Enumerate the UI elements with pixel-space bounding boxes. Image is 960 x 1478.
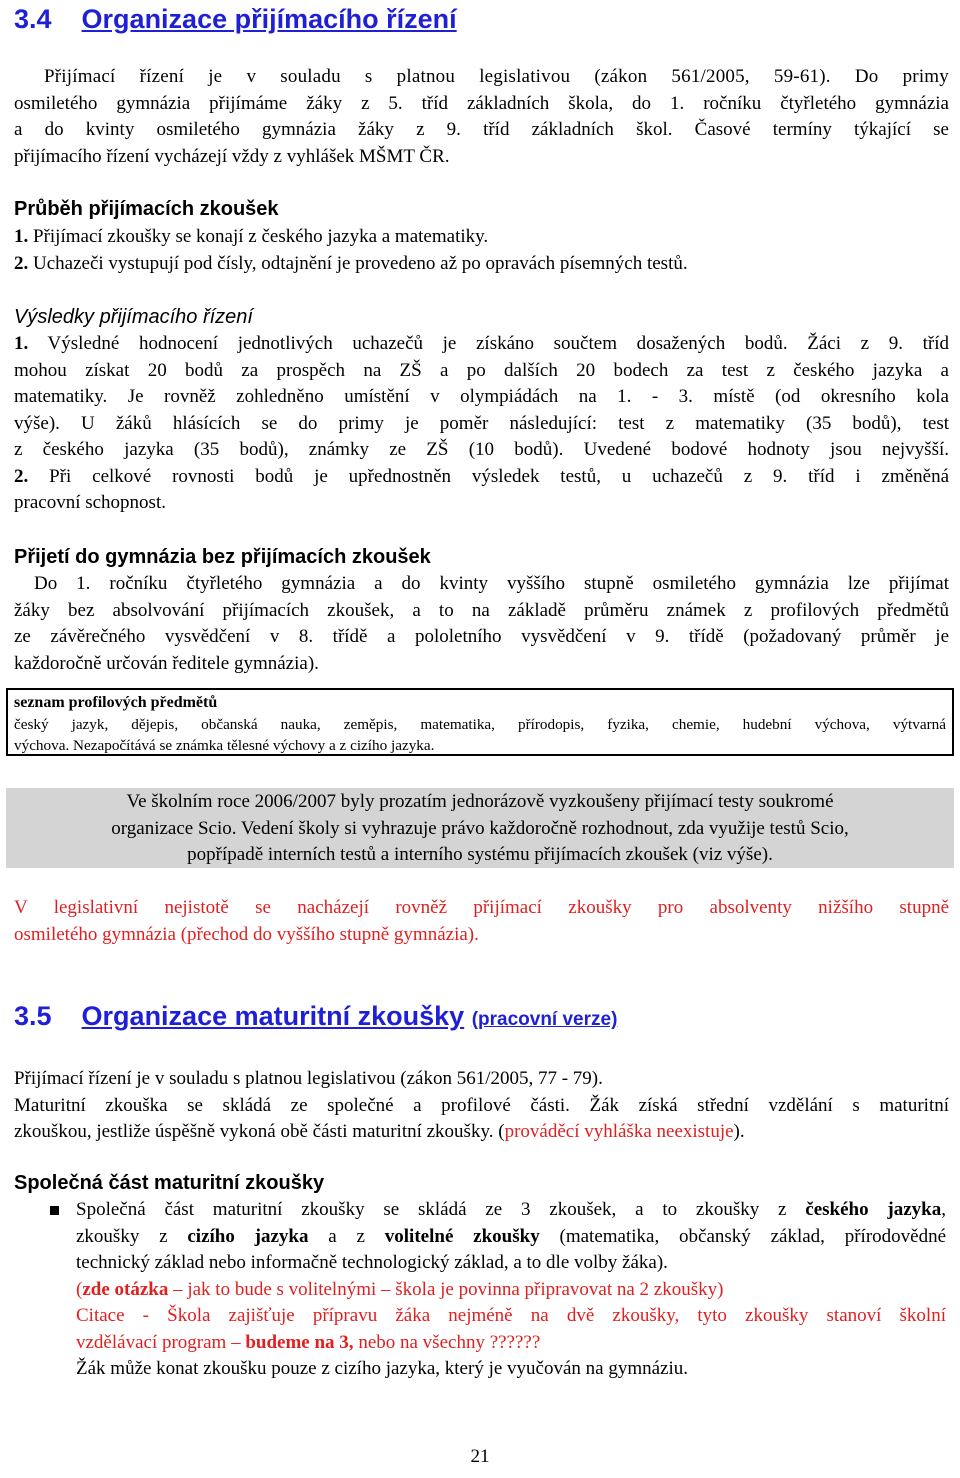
intro-line: a do kvinty osmiletého gymnázia žáky z 9. tříd základních škol. Časové termíny týkající se [14,119,949,140]
scio-box [6,788,954,868]
prubeh-item [14,251,688,278]
spolecna-heading: Společná část maturitní zkoušky [14,1172,325,1194]
vysledky-paragraph [14,331,949,517]
vysledky-line: 2. Při celkové rovnosti bodů je upřednostněn výsledek testů, u uchazečů z 9. tříd i změněná [14,465,950,487]
bullet-line: (zde otázka – jak to bude s volitelnými – škola je povinna připravovat na 2 zkoušky) [76,1278,724,1300]
item-number: 1. [14,333,29,354]
maturita-intro [14,1066,949,1146]
legislative-note [14,895,949,948]
box-line: výchova. Nezapočítává se známka tělesné výchovy a z cizího jazyka. [14,737,435,754]
bullet-line: vzdělávací program – budeme na 3, nebo na všechny ?????? [76,1331,541,1353]
vysledky-line: pracovní schopnost. [14,492,166,513]
page-number: 21 [470,1446,490,1467]
red-remark: prováděcí vyhláška neexistuje [504,1121,734,1142]
section-heading-3-5 [14,1001,617,1032]
intro-line: osmiletého gymnázia přijímáme žáky z 5. tříd základních škola, do 1. ročníku čtyřletého gymnázia [14,92,949,114]
item-text: Uchazeči vystupují pod čísly, odtajnění je provedeno až po opravách písemných testů. [33,253,688,274]
box-title: seznam profilových předmětů [14,694,218,711]
item-number: 1. [14,226,29,247]
scio-line: Ve školním roce 2006/2007 byly prozatím jednorázově vyzkoušeny přijímací testy soukromé [126,791,834,812]
maturita-line: Přijímací řízení je v souladu s platnou legislativou (zákon 561/2005, 77 - 79). [14,1068,603,1089]
vysledky-line: výše). U žáků hlásících se do primy je poměr následující: test z matematiky (35 bodů), test [14,412,949,434]
prijeti-line: každoročně určován ředitele gymnázia). [14,652,319,674]
vysledky-line: mohou získat 20 bodů za prospěch na ZŠ a po dalších 20 bodech za test z českého jazyka a [14,359,949,381]
vysledky-line: z českého jazyka (35 bodů), známky ze ZŠ (10 bodů). Uvedené bodové hodnoty jsou nejvyšší. [14,439,949,460]
vysledky-line: 1. Výsledné hodnocení jednotlivých uchazečů je získáno součtem dosažených bodů. Žáci z 9. tříd [14,333,949,354]
scio-line: organizace Scio. Vedení školy si vyhrazuje právo každoročně rozhodnout, zda využije testů Scio, [111,817,849,839]
prijeti-line: žáky bez absolvování přijímacích zkoušek, a to na základě průměru známek z profilových předmětů [14,599,949,621]
section-number: 3.4 [14,4,52,34]
bullet-line: technický základ nebo informačně technologický základ, a to dle volby žáka). [76,1252,668,1273]
note-line: V legislativní nejistotě se nacházejí rovněž přijímací zkoušky pro absolventy nižšího stupně [14,897,949,918]
scio-line: popřípadě interních testů a interního systému přijímacích zkoušek (viz výše). [187,844,773,865]
section-title: Organizace přijímacího řízení [81,4,457,34]
maturita-line: Maturitní zkouška se skládá ze společné a profilové části. Žák získá střední vzdělání s maturitní [14,1094,949,1116]
intro-paragraph [14,64,949,170]
section-title: Organizace maturitní zkoušky [81,1001,465,1031]
item-text: Přijímací zkoušky se konají z českého jazyka a matematiky. [33,226,489,247]
section-suffix: (pracovní verze) [471,1009,618,1030]
section-number: 3.5 [14,1001,52,1031]
box-line: český jazyk, dějepis, občanská nauka, zeměpis, matematika, přírodopis, fyzika, chemie, hudební výchova, výtvarná [14,716,946,733]
intro-line: přijímacího řízení vycházejí vždy z vyhlášek MŠMT ČR. [14,145,450,167]
bullet-line: Společná část maturitní zkoušky se skládá ze 3 zkoušek, a to zkoušky z českého jazyka, [76,1199,947,1220]
maturita-line: zkouškou, jestliže úspěšně vykoná obě části maturitní zkoušky. (prováděcí vyhláška neexistuje). [14,1121,745,1142]
section-heading-3-4 [14,4,457,35]
bullet-line: Citace - Škola zajišťuje přípravu žáka nejméně na dvě zkoušky, tyto zkoušky stanoví školní [76,1305,946,1326]
prubeh-item [14,224,488,251]
item-number: 2. [14,253,29,274]
prubeh-heading: Průběh přijímacích zkoušek [14,198,279,220]
spolecna-bullet [50,1197,950,1383]
square-bullet-icon [50,1206,59,1215]
profilove-predmety-box [6,688,954,756]
intro-line: Přijímací řízení je v souladu s platnou legislativou (zákon 561/2005, 59-61). Do primy [44,66,949,87]
prijeti-paragraph [14,571,949,677]
prijeti-heading: Přijetí do gymnázia bez přijímacích zkoušek [14,546,431,568]
vysledky-heading: Výsledky přijímacího řízení [14,306,253,328]
prijeti-line: Do 1. ročníku čtyřletého gymnázia a do kvinty vyššího stupně osmiletého gymnázia lze přijímat [34,573,949,594]
bullet-content [76,1197,946,1383]
note-line: osmiletého gymnázia (přechod do vyššího stupně gymnázia). [14,923,479,945]
item-number: 2. [14,465,29,487]
bullet-line: zkoušky z cizího jazyka a z volitelné zkoušky (matematika, občanský základ, přírodovědné [76,1225,947,1247]
vysledky-line: matematiky. Je rovněž zohledněno umístění v olympiádách na 1. - 3. místě (od okresního kola [14,386,949,407]
prijeti-line: ze závěrečného vysvědčení v 8. třídě a pololetního vysvědčení v 9. třídě (požadovaný průměr je [14,626,949,647]
bullet-line: Žák může konat zkoušku pouze z cizího jazyka, který je vyučován na gymnáziu. [76,1358,688,1379]
